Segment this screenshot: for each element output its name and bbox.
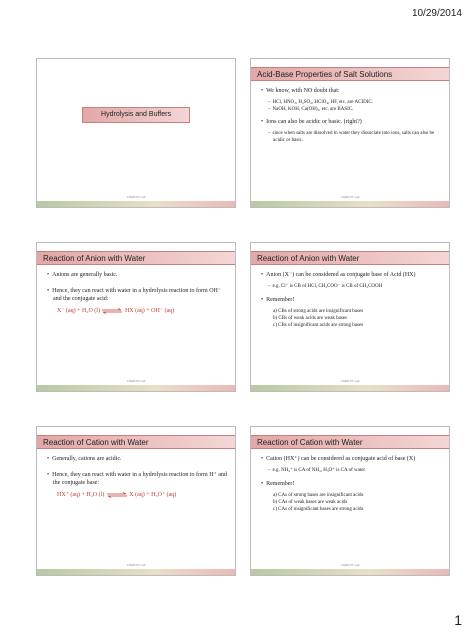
slide-footer-bar: [251, 569, 449, 575]
bullet: • Remember!: [259, 296, 443, 304]
slide-title: Reaction of Cation with Water: [37, 435, 235, 449]
sub-bullet: – since when salts are dissolved in water they dissociate into ions, salts can also be acidic or basic.: [259, 130, 443, 144]
slide-title: Reaction of Cation with Water: [251, 435, 449, 449]
equilibrium-arrow-icon: [106, 492, 128, 498]
numbered-item: b) CAs of weak bases are weak acids: [273, 500, 348, 505]
bullet: • Ions can also be acidic or basic. (right?): [259, 118, 443, 126]
numbered-item: a) CAs of strong bases are insignificant acids: [273, 493, 364, 498]
slide-footer-text: CHEM 57 Lab: [340, 379, 360, 383]
bullet: • Generally, cations are acidic.: [45, 455, 229, 463]
equation-right: X (aq) + H₃O⁺ (aq): [129, 492, 177, 498]
slide-2: [250, 58, 450, 208]
bullet: • Remember!: [259, 480, 443, 488]
slide-6: [250, 426, 450, 576]
numbered-item: a) CBs of strong acids are insignificant bases: [273, 309, 364, 314]
equation: [57, 307, 229, 315]
sub-bullet: – HCl, HNO₃, H₂SO₄, HClO₄, HF, etc. are ACIDIC.: [259, 99, 443, 106]
equation-right: HX (aq) + OH⁻ (aq): [124, 308, 175, 314]
bullet: • Hence, they can react with water in a hydrolysis reaction to form OH⁻ and the conjugate acid:: [45, 287, 229, 303]
equation-left: HX⁺ (aq) + H₂O (l): [57, 492, 105, 498]
slide-footer-text: CHEM 57 Lab: [126, 563, 146, 567]
slide-3: [36, 242, 236, 392]
equation: [57, 491, 229, 499]
sub-bullet: – e.g. Cl⁻ is CB of HCl, CH₃COO⁻ is CB of CH₃COOH: [259, 283, 443, 290]
page-date: 10/29/2014: [411, 8, 462, 19]
sub-bullet: – NaOH, KOH, Ca(OH)₂, etc. are BASIC.: [259, 106, 443, 113]
equilibrium-arrow-icon: [101, 308, 123, 314]
slide-1: [36, 58, 236, 208]
slide-footer-bar: [37, 385, 235, 391]
bullet: • Anions are generally basic.: [45, 271, 229, 279]
slide-footer-text: CHEM 57 Lab: [340, 563, 360, 567]
slide-footer-bar: [251, 385, 449, 391]
bullet: • Hence, they can react with water in a hydrolysis reaction to form H⁺ and the conjugate base:: [45, 471, 229, 487]
numbered-item: b) CBs of weak acids are weak bases: [273, 316, 348, 321]
slide-footer-bar: [251, 201, 449, 207]
slide-footer-text: CHEM 57 Lab: [340, 195, 360, 199]
slide-footer-bar: [37, 201, 235, 207]
sub-bullet: – e.g. NH₄⁺ is CA of NH₃, H₃O⁺ is CA of water: [259, 467, 443, 474]
numbered-item: c) CBs of insignificant acids are strong bases: [273, 323, 364, 328]
slide-4: [250, 242, 450, 392]
slide-footer-text: CHEM 57 Lab: [126, 379, 146, 383]
slide-title: Reaction of Anion with Water: [251, 251, 449, 265]
slide-title: Reaction of Anion with Water: [37, 251, 235, 265]
equation-left: X⁻ (aq) + H₂O (l): [57, 308, 100, 314]
page-number: 1: [454, 612, 462, 628]
numbered-item: c) CAs of insignificant bases are strong acids: [273, 507, 364, 512]
bullet: • We know, with NO doubt that:: [259, 87, 443, 95]
slide-title: Hydrolysis and Buffers: [82, 107, 190, 123]
slide-5: [36, 426, 236, 576]
bullet: • Anion (X⁻) can be considered as conjugate base of Acid (HX): [259, 271, 443, 279]
slide-footer-bar: [37, 569, 235, 575]
bullet: • Cation (HX⁺) can be considered as conjugate acid of base (X): [259, 455, 443, 463]
slide-footer-text: CHEM 57 Lab: [126, 195, 146, 199]
slide-title: Acid-Base Properties of Salt Solutions: [251, 67, 449, 81]
